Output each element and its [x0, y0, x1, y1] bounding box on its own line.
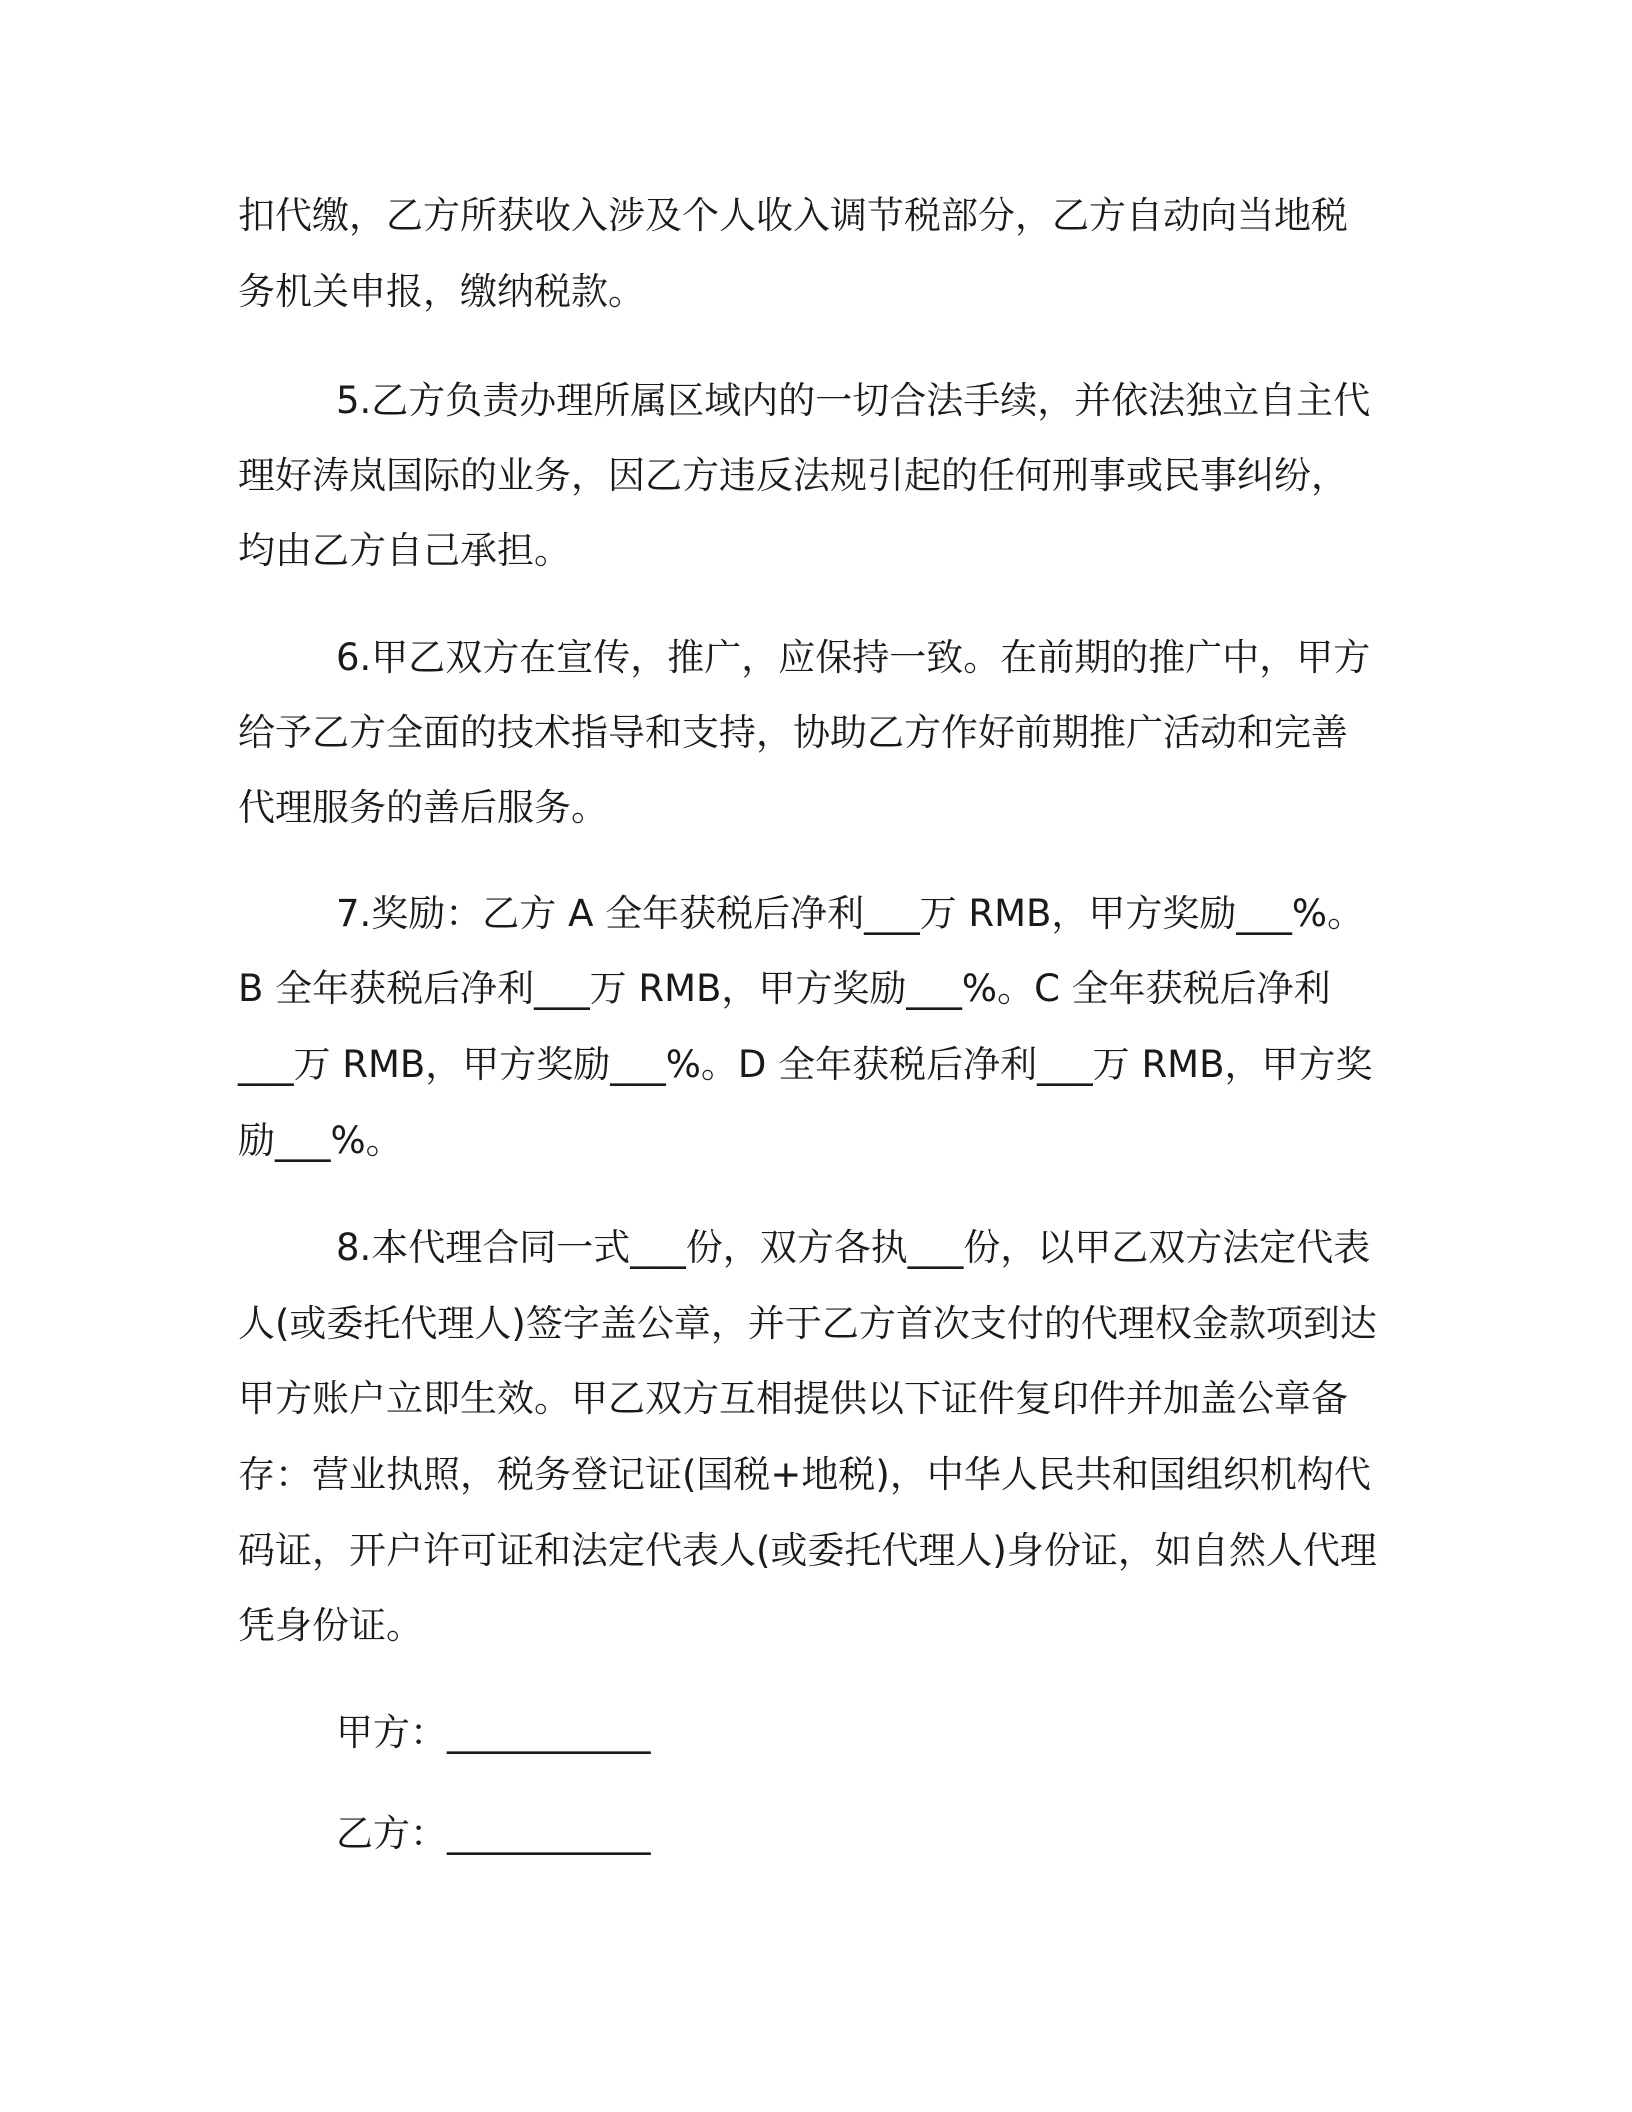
paragraph-line: 8.本代理合同一式___份，双方各执___份，以甲乙双方法定代表	[336, 1226, 1371, 1269]
party-b-signature: 乙方：___________	[336, 1812, 651, 1855]
paragraph-line: 理好涛岚国际的业务，因乙方违反法规引起的任何刑事或民事纠纷，	[238, 454, 1348, 497]
paragraph-line: 给予乙方全面的技术指导和支持，协助乙方作好前期推广活动和完善	[238, 711, 1348, 754]
paragraph-line: B 全年获税后净利___万 RMB，甲方奖励___%。C 全年获税后净利	[238, 967, 1331, 1010]
party-a-signature: 甲方：___________	[336, 1711, 651, 1754]
paragraph-line: 甲方账户立即生效。甲乙双方互相提供以下证件复印件并加盖公章备	[238, 1377, 1348, 1420]
paragraph-line: 代理服务的善后服务。	[238, 786, 608, 829]
paragraph-line: 务机关申报，缴纳税款。	[238, 270, 645, 313]
paragraph-line: 5.乙方负责办理所属区域内的一切合法手续，并依法独立自主代	[336, 379, 1371, 422]
paragraph-line: 码证，开户许可证和法定代表人(或委托代理人)身份证，如自然人代理	[238, 1529, 1377, 1572]
paragraph-line: 凭身份证。	[238, 1604, 423, 1647]
paragraph-line: 人(或委托代理人)签字盖公章，并于乙方首次支付的代理权金款项到达	[238, 1302, 1377, 1345]
paragraph-line: 6.甲乙双方在宣传，推广，应保持一致。在前期的推广中，甲方	[336, 636, 1371, 679]
paragraph-line: 7.奖励：乙方 A 全年获税后净利___万 RMB，甲方奖励___%。	[336, 892, 1365, 935]
paragraph-line: 扣代缴，乙方所获收入涉及个人收入调节税部分，乙方自动向当地税	[238, 194, 1348, 237]
paragraph-line: 励___%。	[238, 1119, 403, 1162]
paragraph-line: 存：营业执照，税务登记证(国税+地税)，中华人民共和国组织机构代	[238, 1453, 1371, 1496]
paragraph-line: 均由乙方自己承担。	[238, 529, 571, 572]
paragraph-line: ___万 RMB，甲方奖励___%。D 全年获税后净利___万 RMB，甲方奖	[238, 1043, 1373, 1086]
